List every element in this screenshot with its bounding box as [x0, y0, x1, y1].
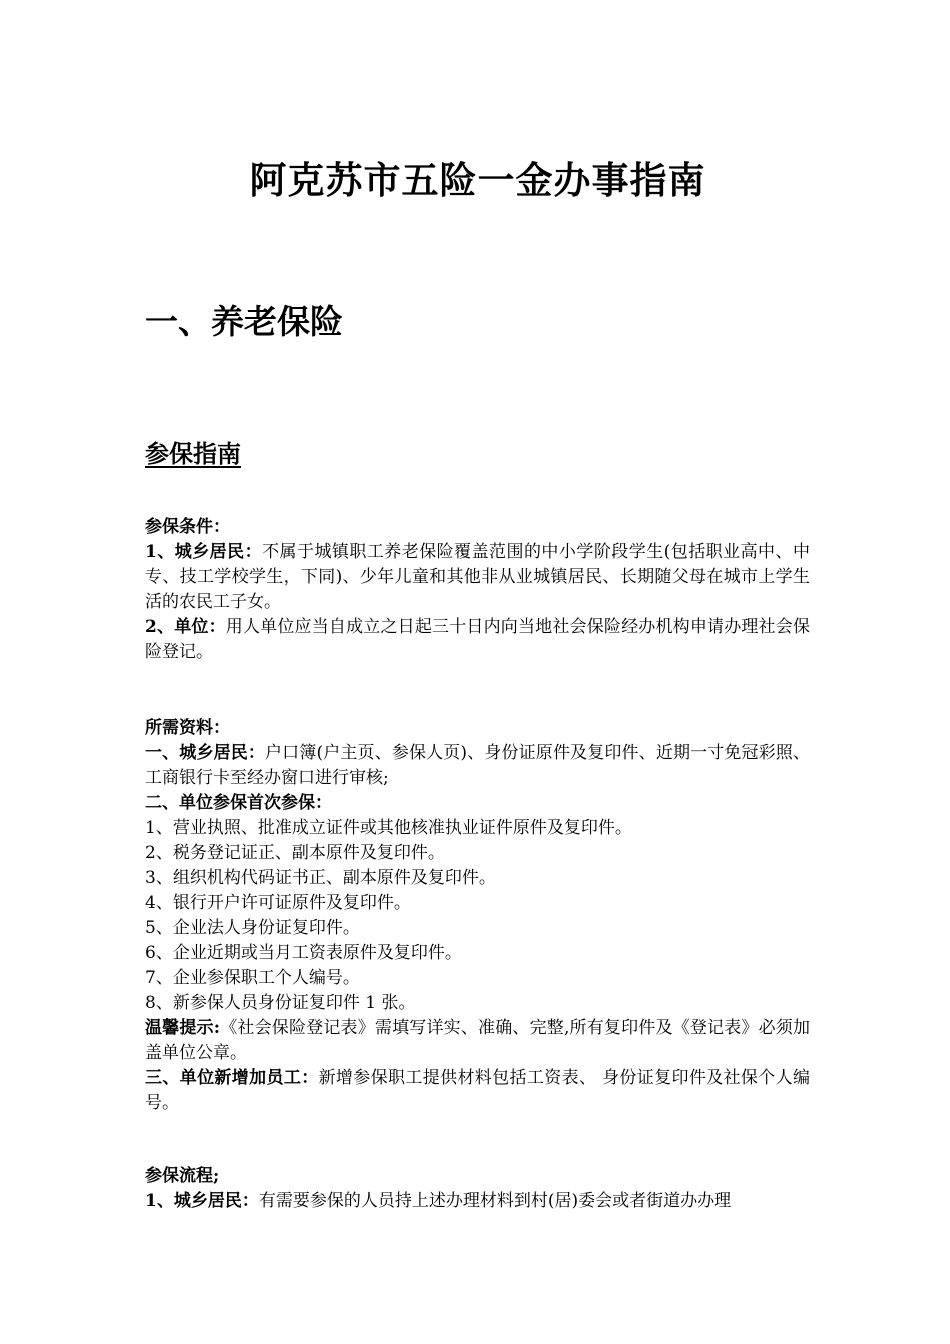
materials-text: 户口簿(户主页、参保人页)、身份证原件及复印件、近期一寸免冠彩照、工商银行卡至经办窗口进行审核; [145, 743, 810, 788]
condition-label: 2、单位： [145, 617, 226, 637]
tip-text: 《社会保险登记表》需填写详实、准确、完整,所有复印件及《登记表》必须加盖单位公章。 [145, 1018, 810, 1063]
process-item-resident [145, 1189, 810, 1214]
materials-label: 三、单位新增加员工： [145, 1068, 319, 1088]
process-heading: 参保流程; [145, 1166, 220, 1186]
tip-label: 温馨提示: [145, 1018, 221, 1038]
materials-unit-new [145, 1066, 810, 1116]
process-block [145, 1164, 810, 1214]
section-title-pension: 一、养老保险 [145, 302, 343, 341]
document-title: 阿克苏市五险一金办事指南 [249, 158, 706, 202]
materials-tip [145, 1016, 810, 1066]
materials-text: 新增参保职工提供材料包括工资表、 身份证复印件及社保个人编号。 [145, 1068, 810, 1113]
materials-resident [145, 741, 810, 791]
process-text: 有需要参保的人员持上述办理材料到村(居)委会或者街道办办理 [258, 1191, 732, 1211]
condition-text: 用人单位应当自成立之日起三十日内向当地社会保险经办机构申请办理社会保险登记。 [145, 617, 810, 662]
list-item: 7、企业参保职工个人编号。 [145, 968, 360, 988]
list-item: 2、税务登记证正、副本原件及复印件。 [145, 843, 445, 863]
subtitle-enrollment-guide: 参保指南 [145, 439, 241, 468]
process-label: 1、城乡居民： [145, 1191, 259, 1211]
list-item: 1、营业执照、批准成立证件或其他核准执业证件原件及复印件。 [145, 818, 632, 838]
list-item: 3、组织机构代码证书正、副本原件及复印件。 [145, 868, 496, 888]
conditions-heading: 参保条件： [145, 517, 230, 537]
conditions-block [145, 515, 810, 665]
condition-item-unit [145, 615, 810, 665]
materials-label: 一、城乡居民： [145, 743, 266, 763]
condition-item-resident [145, 540, 810, 615]
list-item: 5、企业法人身份证复印件。 [145, 918, 360, 938]
list-item: 6、企业近期或当月工资表原件及复印件。 [145, 943, 462, 963]
materials-unit-first-heading: 二、单位参保首次参保： [145, 793, 332, 813]
condition-label: 1、城乡居民： [145, 542, 263, 562]
list-item: 8、新参保人员身份证复印件 1 张。 [145, 993, 416, 1013]
list-item: 4、银行开户许可证原件及复印件。 [145, 893, 411, 913]
materials-heading: 所需资料： [145, 718, 230, 738]
materials-block [145, 716, 810, 1116]
condition-text: 不属于城镇职工养老保险覆盖范围的中小学阶段学生(包括职业高中、中专、技工学校学生，下同)、少年儿童和其他非从业城镇居民、长期随父母在城市上学生活的农民工子女。 [145, 542, 810, 612]
